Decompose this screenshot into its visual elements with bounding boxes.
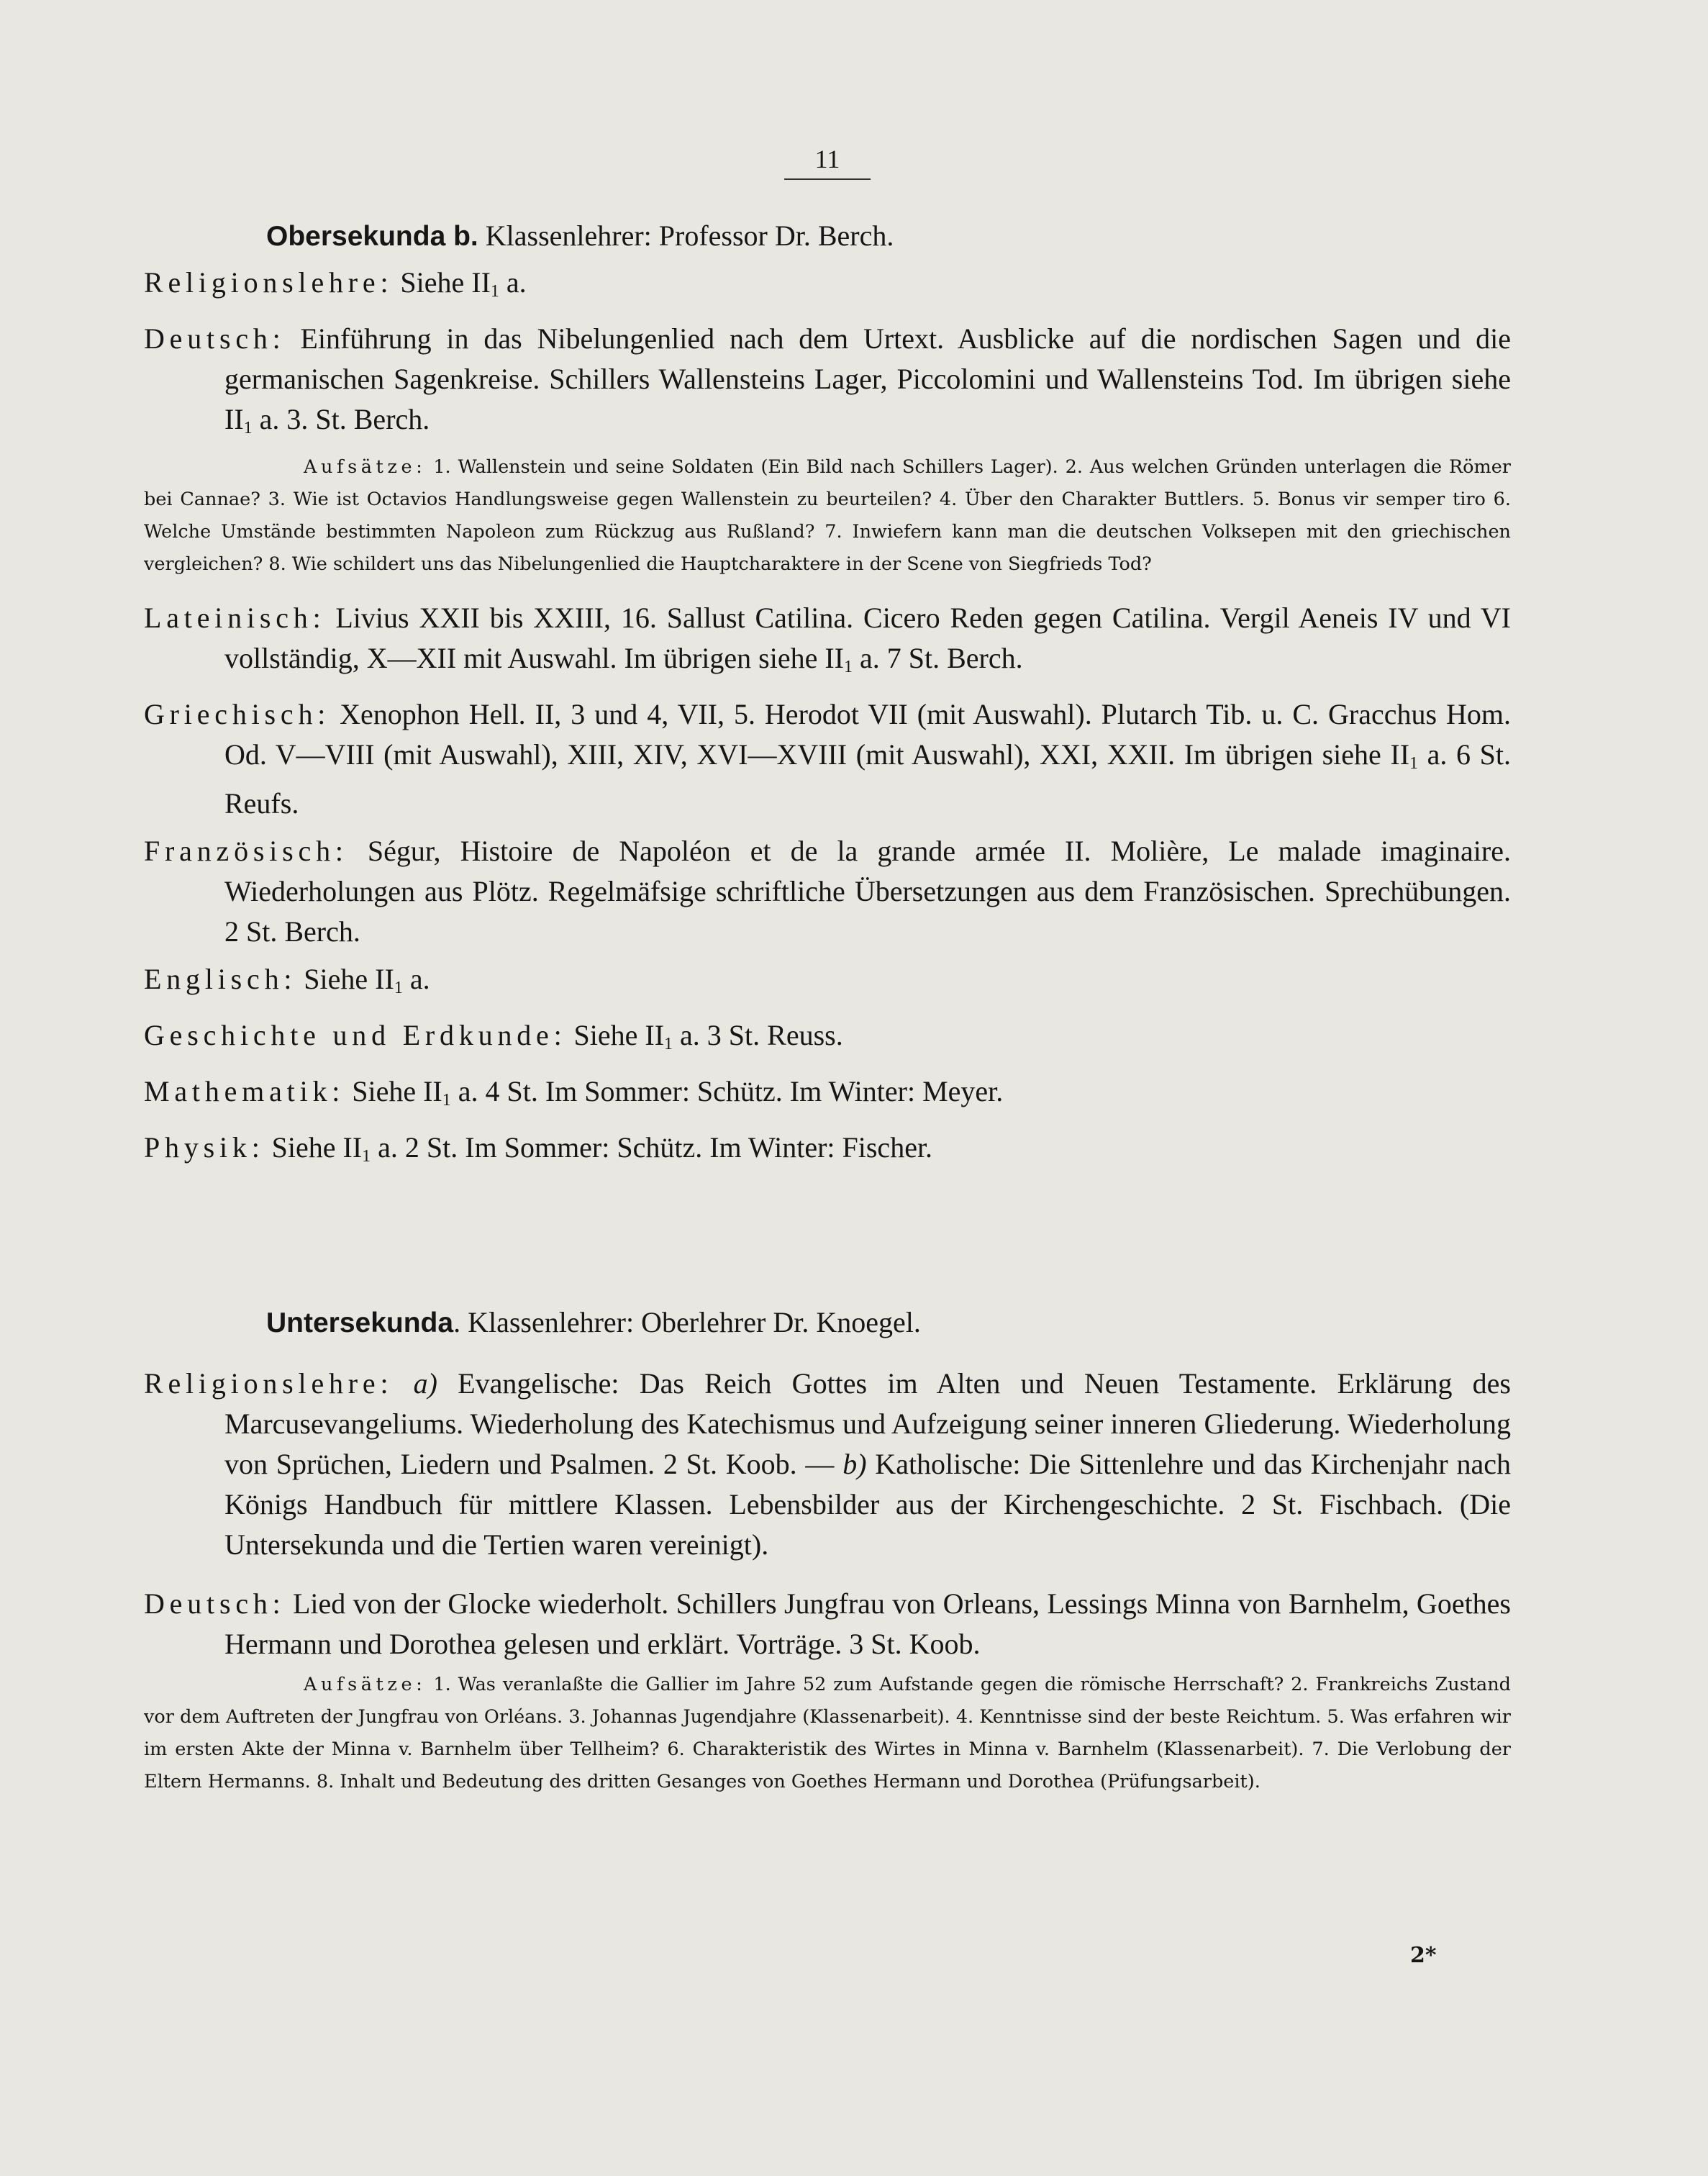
- subject-label: Deutsch:: [144, 322, 286, 355]
- subject-label: Physik:: [144, 1131, 265, 1164]
- subscript: 1: [1409, 754, 1419, 773]
- subscript: 1: [843, 658, 853, 676]
- entry-religion: [144, 1364, 1511, 1565]
- page-number: 11: [784, 144, 871, 180]
- entry-text: a. 6 St. Reufs.: [224, 738, 1511, 820]
- signature-mark: 2*: [1410, 1943, 1437, 1968]
- essays-text: 1. Wallenstein und seine Soldaten (Ein Bild nach Schillers Lager). 2. Aus welchen Gründen unterlagen die Römer bei Cannae? 3. Wie ist Octavios Handlungsweise gegen Wallenstein zu beurteilen? 4. Über den Charakter Buttlers. 5. Bonus vir semper tiro 6. Welche Umstände bestimmten Napoleon zum Rückzug aus Rußland? 7. Inwiefern kann man die deutschen Volksepen mit den griechischen vergleichen? 8. Wie schildert uns das Nibelungenlied die Hauptcharaktere in der Scene von Siegfrieds Tod?: [144, 456, 1511, 575]
- essays-label: Aufsätze:: [304, 456, 427, 478]
- entry-physik: [144, 1128, 1511, 1177]
- subscript: 1: [490, 282, 499, 301]
- entry-text: Siehe II: [566, 1019, 665, 1051]
- class-heading: [144, 1302, 1511, 1343]
- section-untersekunda: [144, 1302, 1511, 1815]
- entry-text: Katholische: Die Sittenlehre und das Kirchenjahr nach Königs Handbuch für mittlere Klassen. Lebensbilder aus der Kirchengeschichte. 2 St. Fischbach. (Die Untersekunda und die Tertien waren vereinigt).: [224, 1448, 1511, 1561]
- entry-text: a. 3 St. Reuss.: [673, 1019, 843, 1051]
- subscript: 1: [664, 1035, 673, 1053]
- essays-text: 1. Was veranlaßte die Gallier im Jahre 52 zum Aufstande gegen die römische Herrschaft? 2. Frankreichs Zustand vor dem Auftreten der Jungfrau von Orléans. 3. Johannas Jugendjahre (Klassenarbeit). 4. Kenntnisse sind der beste Reichtum. 5. Was erfahren wir im ersten Akte der Minna v. Barnhelm über Tellheim? 6. Charakteristik des Wirtes in Minna v. Barnhelm (Klassenarbeit). 7. Die Verlobung der Eltern Hermanns. 8. Inhalt und Bedeutung des dritten Gesanges von Goethes Hermann und Dorothea (Prüfungsarbeit).: [144, 1674, 1511, 1792]
- subject-label: Griechisch:: [144, 698, 331, 730]
- entry-geschichte: [144, 1015, 1511, 1064]
- entry-text: a. 3. St. Berch.: [252, 403, 430, 435]
- entry-text: Ségur, Histoire de Napoléon et de la grande armée II. Molière, Le malade imaginaire. Wiederholungen aus Plötz. Regelmäfsige schriftliche Übersetzungen aus dem Französischen. Sprechübungen. 2 St. Berch.: [224, 835, 1511, 948]
- entry-mathematik: [144, 1071, 1511, 1120]
- subject-label: Deutsch:: [144, 1587, 286, 1620]
- subscript: 1: [362, 1147, 371, 1166]
- entry-text: a.: [402, 963, 430, 995]
- entry-text: Siehe II: [345, 1075, 442, 1107]
- class-teacher: . Klassenlehrer: Oberlehrer Dr. Knoegel.: [453, 1306, 921, 1338]
- subject-label: Englisch:: [144, 963, 297, 995]
- entry-text: Evangelische: Das Reich Gottes im Alten und Neuen Testamente. Erklärung des Marcusevangeliums. Wiederholung des Katechismus und Aufzeigung seiner inneren Gliederung. Wiederholung von Sprüchen, Liedern und Psalmen. 2 St. Koob. —: [224, 1367, 1511, 1480]
- entry-text: Einführung in das Nibelungenlied nach dem Urtext. Ausblicke auf die nordischen Sagen und die germanischen Sagenkreise. Schillers Wallensteins Lager, Piccolomini und Wallensteins Tod. Im übrigen siehe II: [224, 322, 1511, 435]
- class-name: Obersekunda b.: [266, 221, 478, 252]
- entry-text: Siehe II: [296, 963, 394, 995]
- class-heading: [144, 216, 1511, 257]
- subject-label: Mathematik:: [144, 1075, 345, 1107]
- entry-text: a. 7 St. Berch.: [852, 642, 1023, 674]
- subscript: 1: [243, 419, 253, 438]
- entry-text: Lied von der Glocke wiederholt. Schillers Jungfrau von Orleans, Lessings Minna von Barnhelm, Goethes Hermann und Dorothea gelesen und erklärt. Vorträge. 3 St. Koob.: [224, 1587, 1511, 1660]
- essays-deutsch: [144, 1669, 1511, 1798]
- entry-text: a. 4 St. Im Sommer: Schütz. Im Winter: Meyer.: [450, 1075, 1004, 1107]
- entry-deutsch: [144, 1584, 1511, 1664]
- entry-deutsch: [144, 319, 1511, 448]
- entry-text: Xenophon Hell. II, 3 und 4, VII, 5. Herodot VII (mit Auswahl). Plutarch Tib. u. C. Gracchus Hom. Od. V—VIII (mit Auswahl), XIII, XIV, XVI—XVIII (mit Auswahl), XXI, XXII. Im übrigen siehe II: [224, 698, 1511, 771]
- subject-label: Religionslehre:: [144, 266, 394, 299]
- subscript: 1: [394, 979, 403, 997]
- subscript: 1: [442, 1091, 451, 1110]
- entry-franzoesisch: [144, 831, 1511, 952]
- subject-label: Geschichte und Erdkunde:: [144, 1019, 567, 1051]
- marker-a: a): [393, 1367, 437, 1400]
- subject-label: Französisch:: [144, 835, 348, 867]
- entry-religion: [144, 263, 1511, 312]
- entry-text: Livius XXII bis XXIII, 16. Sallust Catilina. Cicero Reden gegen Catilina. Vergil Aeneis IV und VI vollständig, X—XII mit Auswahl. Im übrigen siehe II: [224, 602, 1511, 674]
- essays-deutsch: [144, 451, 1511, 581]
- entry-latein: [144, 598, 1511, 687]
- entry-griechisch: [144, 694, 1511, 824]
- section-obersekunda: [144, 216, 1511, 1184]
- entry-text: a.: [499, 266, 527, 299]
- essays-label: Aufsätze:: [304, 1674, 427, 1695]
- entry-englisch: [144, 959, 1511, 1008]
- class-name: Untersekunda: [266, 1307, 454, 1338]
- subject-label: Lateinisch:: [144, 602, 326, 634]
- entry-text: a. 2 St. Im Sommer: Schütz. Im Winter: Fischer.: [371, 1131, 933, 1164]
- entry-text: Siehe II: [264, 1131, 363, 1164]
- class-teacher: Klassenlehrer: Professor Dr. Berch.: [485, 219, 894, 252]
- entry-text: Siehe II: [393, 266, 491, 299]
- subject-label: Religionslehre:: [144, 1367, 394, 1400]
- marker-b: b): [834, 1448, 867, 1480]
